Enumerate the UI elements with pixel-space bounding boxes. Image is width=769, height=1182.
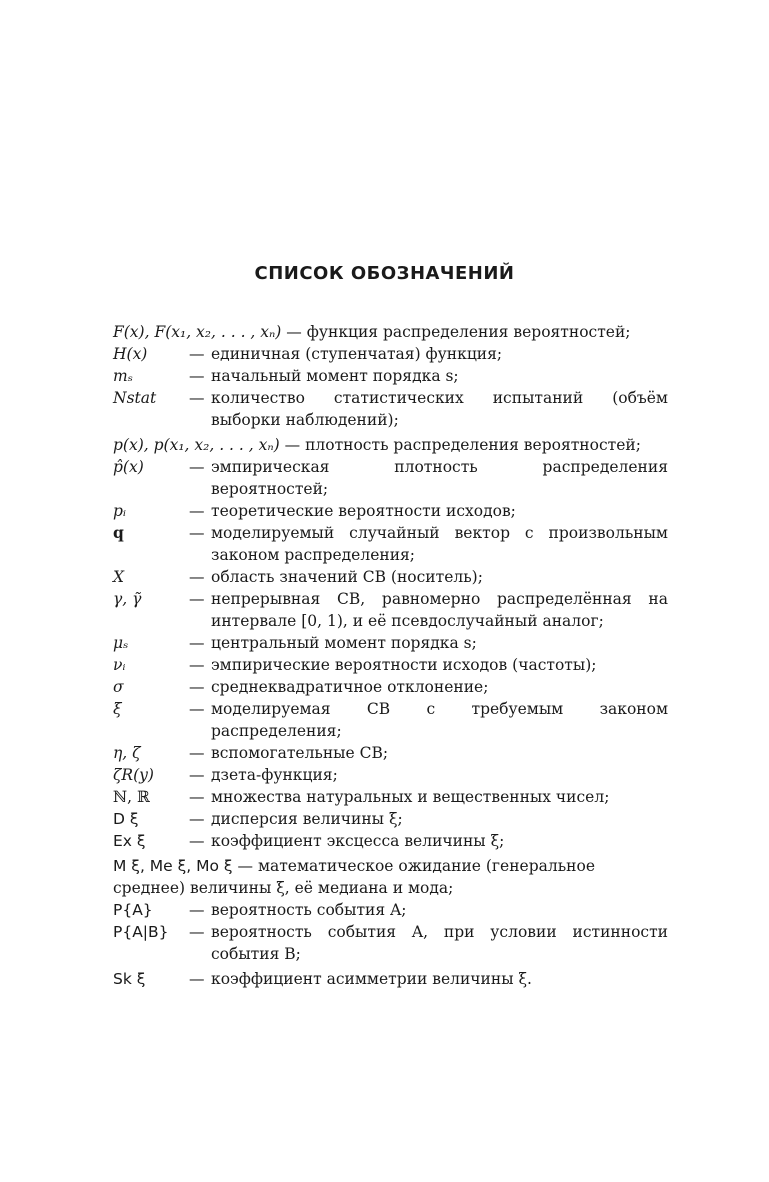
dash: — [189,923,205,941]
notation-entry [113,321,668,343]
dash: — [189,901,205,919]
notation-description: центральный момент порядка s; [211,634,477,652]
notation-entry [113,632,668,654]
page-title: СПИСОК ОБОЗНАЧЕНИЙ [254,263,515,284]
notation-entry [113,456,668,500]
dash: — [189,458,205,476]
dash: — [189,744,205,762]
dash: — [189,367,205,385]
dash: — [189,678,205,696]
notation-description: единичная (ступенчатая) функция; [211,345,503,363]
notation-description: моделируемая СВ с требуемым законом распределения; [211,700,668,740]
dash: — [189,810,205,828]
notation-description: коэффициент асимметрии величины ξ. [211,970,532,988]
notation-symbol: σ [113,678,124,696]
notation-entry [113,566,668,588]
notation-symbol: F(x), F(x₁, x₂, . . . , xₙ) [113,323,282,341]
notation-description: эмпирические вероятности исходов (частоты); [211,656,597,674]
notation-entry [113,830,668,852]
notation-symbol: p(x), p(x₁, x₂, . . . , xₙ) [113,436,280,454]
dash: — [237,857,258,875]
notation-description: моделируемый случайный вектор с произвольным законом распределения; [211,524,668,564]
notation-entry [113,676,668,698]
notation-entry [113,764,668,786]
notation-description: множества натуральных и вещественных чисел; [211,788,610,806]
notation-entry [113,500,668,522]
notation-description: непрерывная СВ, равномерно распределённая на интервале [0, 1), и её псевдослучайный аналог; [211,590,668,630]
notation-description: вероятность события A, при условии истинности события B; [211,923,668,963]
notation-symbol: mₛ [113,367,133,385]
notation-symbol: ζR(y) [113,766,154,784]
notation-entry [113,654,668,676]
notation-entry [113,921,668,965]
notation-entry [113,899,668,921]
notation-symbol: Nstat [113,389,157,407]
notation-symbol: ξ [113,700,122,718]
notation-symbol: P{A} [113,901,153,919]
notation-entry [113,855,668,899]
dash: — [286,323,307,341]
notation-description: теоретические вероятности исходов; [211,502,516,520]
dash: — [189,524,205,542]
dash: — [189,634,205,652]
notation-symbol: μₛ [113,634,129,652]
notation-description: эмпирическая плотность распределения вероятностей; [211,458,668,498]
notation-description: математическое ожидание (генеральное среднее) величины ξ, её медиана и мода; [113,857,596,897]
notation-entry [113,588,668,632]
notation-symbol: X [113,568,125,586]
notation-description: начальный момент порядка s; [211,367,459,385]
notation-description: плотность распределения вероятностей; [305,436,641,454]
notation-symbol: η, ζ [113,744,141,762]
notation-description: среднеквадратичное отклонение; [211,678,489,696]
notation-entry [113,786,668,808]
dash: — [189,832,205,850]
notation-symbol: νᵢ [113,656,126,674]
notation-entry [113,343,668,365]
notation-description: дисперсия величины ξ; [211,810,403,828]
notation-entry [113,808,668,830]
notation-description: функция распределения вероятностей; [306,323,631,341]
notation-list [113,321,668,990]
notation-entry [113,365,668,387]
notation-entry [113,968,668,990]
notation-entry [113,522,668,566]
notation-symbol: pᵢ [113,502,127,520]
notation-description: вспомогательные СВ; [211,744,389,762]
notation-description: вероятность события A; [211,901,407,919]
dash: — [189,502,205,520]
dash: — [189,970,205,988]
dash: — [189,766,205,784]
notation-symbol: Ex ξ [113,832,146,850]
notation-description: количество статистических испытаний (объём выборки наблюдений); [211,389,668,429]
notation-description: коэффициент эксцесса величины ξ; [211,832,505,850]
notation-symbol: γ, γ̃ [113,590,142,608]
dash: — [284,436,306,454]
notation-entry [113,434,668,456]
notation-symbol: H(x) [113,345,148,363]
notation-symbol: P{A|B} [113,923,169,941]
notation-entry [113,698,668,742]
dash: — [189,788,205,806]
notation-symbol: q [113,523,124,542]
dash: — [189,345,205,363]
dash: — [189,700,205,718]
notation-symbol: D ξ [113,810,139,828]
dash: — [189,590,205,608]
notation-symbol: ℕ, ℝ [113,788,150,806]
dash: — [189,568,205,586]
notation-entry [113,387,668,431]
notation-symbol: M ξ, Me ξ, Mo ξ [113,857,233,875]
notation-symbol: p̂(x) [113,458,144,476]
notation-description: область значений СВ (носитель); [211,568,483,586]
dash: — [189,389,205,407]
dash: — [189,656,205,674]
notation-description: дзета-функция; [211,766,338,784]
notation-entry [113,742,668,764]
notation-symbol: Sk ξ [113,970,146,988]
